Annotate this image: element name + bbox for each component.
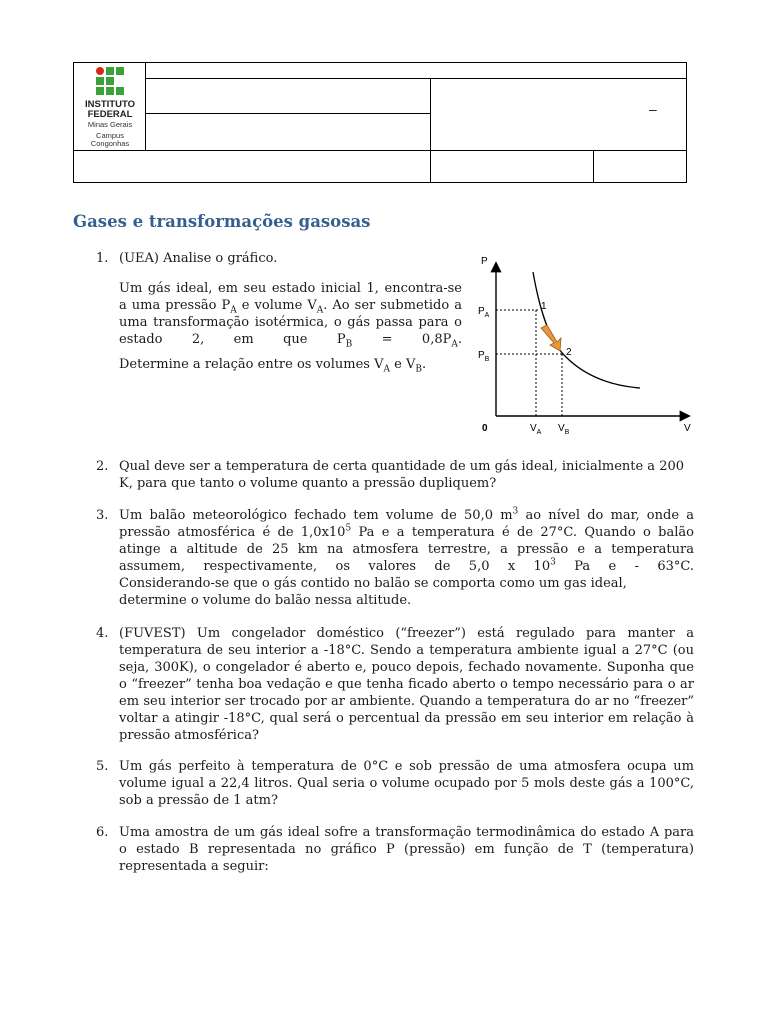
transformation-arrow <box>541 325 561 351</box>
logo-campus: Campus Congonhas <box>90 131 130 148</box>
q1-task: Determine a relação entre os volumes $V_A$ e $V_B$. <box>119 357 427 375</box>
pb-label: $P_B$ <box>478 350 490 363</box>
header-table <box>73 62 687 183</box>
question-3 <box>119 507 694 609</box>
question-4 <box>119 625 694 744</box>
q4-text: (FUVEST) Um congelador doméstico (“freezer”) está regulado para manter a temperatura de seu interior a -18°C. Sendo a temperatura ambiente igual a 27°C (ou seja, 300K), o congelador é aberto e, pouco depois, fechado novamente. Suponha que o “freezer” tenha boa vedação e que tenha ficado aberto o tempo necessário para o ar em seu interior ser trocado por ar ambiente. Quando a temperatura do ar no “freezer” voltar a atingir -18°C, qual será o percentual da pressão em seu interior em relação à pressão atmosférica? <box>119 626 694 743</box>
q1-lead: (UEA) Analise o gráfico. <box>119 251 278 266</box>
q2-text: Qual deve ser a temperatura de certa quantidade de um gás ideal, inicialmente a 200 K, para que tanto o volume quanto a pressão dupliquem? <box>119 459 685 491</box>
q1-statement: Um gás ideal, em seu estado inicial 1, encontra-se a uma pressão $P_A$ e volume $V_A$. Ao ser submetido a uma transformação isotérmica, o gás passa para o estado 2, em que $P_B = 0,8P_A$. <box>119 281 462 350</box>
origin-label: 0 <box>482 423 488 434</box>
institution-logo <box>74 63 146 151</box>
question-2 <box>119 458 694 492</box>
q6-number: 6. <box>96 825 109 840</box>
pv-isotherm-graph <box>478 252 692 440</box>
logo-state: Minas Gerais <box>87 120 133 129</box>
axis-label-v: V <box>684 423 691 434</box>
pa-label: $P_A$ <box>478 306 490 319</box>
question-1 <box>119 250 462 373</box>
va-label: $V_A$ <box>530 423 542 436</box>
q1-number: 1. <box>96 251 109 266</box>
q3-task: Considerando-se que o gás contido no balão se comporta como um gas ideal, determine o volume do balão nessa altitude. <box>119 576 627 608</box>
q3-statement: Um balão meteorológico fechado tem volume de 50,0 $m^3$ ao nível do mar, onde a pressão atmosférica é de $1,0x10^5$ Pa e a temperatura é de 27°C. Quando o balão atinge a altitude de 25 km na atmosfera terrestre, a pressão e a temperatura assumem, respectivamente, os valores de 5,0 x $10^3$ Pa e - 63°C. <box>119 506 695 574</box>
q4-number: 4. <box>96 626 109 641</box>
q5-text: Um gás perfeito à temperatura de 0°C e sob pressão de uma atmosfera ocupa um volume igual a 22,4 litros. Qual seria o volume ocupado por 5 mols deste gás a 100°C, sob a pressão de 1 atm? <box>119 759 694 808</box>
page-title: Gases e transformações gasosas <box>73 212 371 231</box>
q3-number: 3. <box>96 508 109 523</box>
question-5 <box>119 758 694 809</box>
question-6 <box>119 824 694 875</box>
logo-mark <box>96 67 126 97</box>
logo-name: INSTITUTO FEDERAL <box>85 99 135 120</box>
axis-label-p: P <box>481 256 488 267</box>
q5-number: 5. <box>96 759 109 774</box>
q6-text: Uma amostra de um gás ideal sofre a transformação termodinâmica do estado A para o estado B representada no gráfico P (pressão) em função de T (temperatura) representada a seguir: <box>119 825 694 874</box>
point-1-label: 1 <box>541 301 547 312</box>
point-2-label: 2 <box>566 347 572 358</box>
q2-number: 2. <box>96 459 109 474</box>
header-dash: – <box>649 101 657 117</box>
vb-label: $V_B$ <box>558 423 570 436</box>
